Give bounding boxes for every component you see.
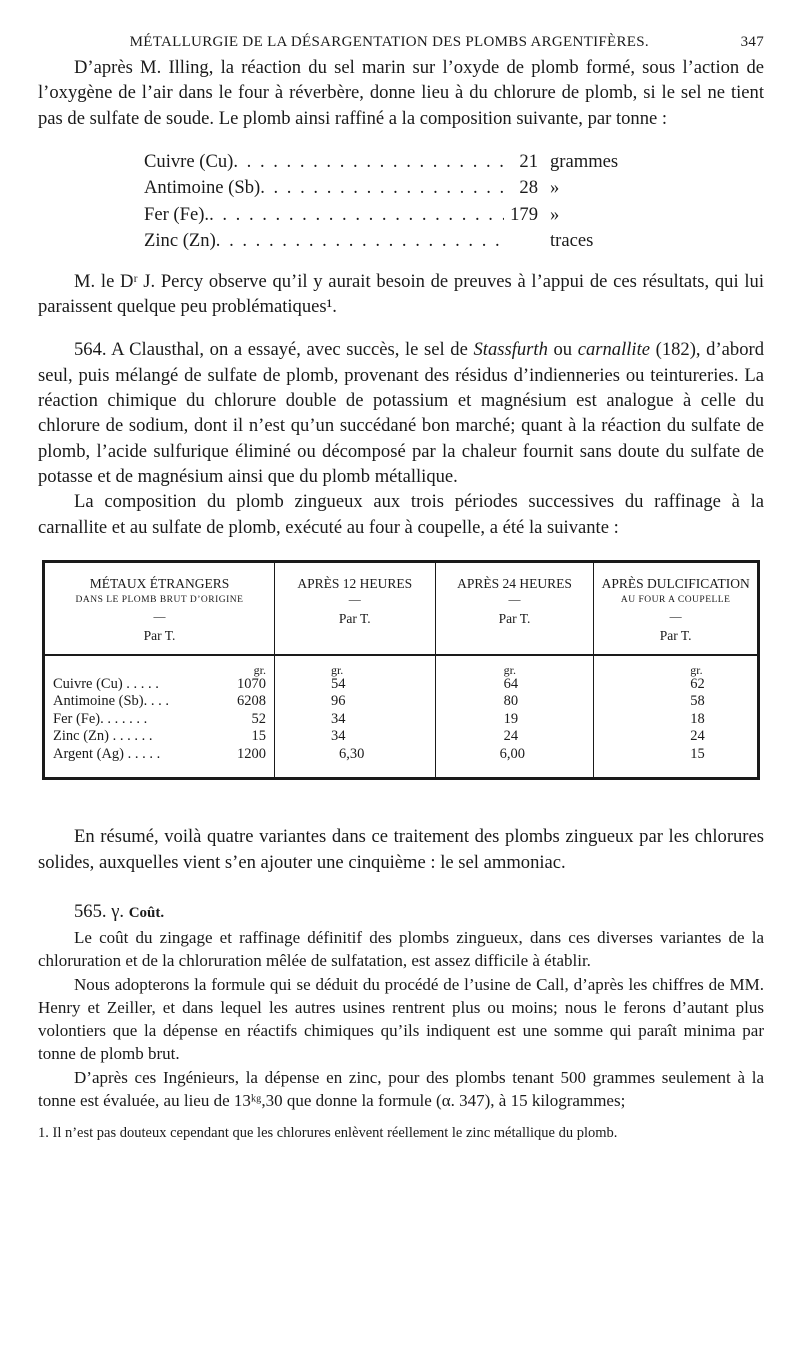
impurity-name: Fer (Fe).	[144, 203, 210, 225]
page-number: 347	[740, 34, 764, 50]
origin-value: 1070	[236, 675, 266, 692]
header-dash: —	[153, 608, 166, 623]
running-header	[38, 34, 764, 51]
metal-name: Cuivre (Cu) . . . . .	[53, 675, 159, 692]
cell-value: 96	[330, 693, 346, 710]
header-dash: —	[508, 591, 521, 606]
paragraph-summary: En résumé, voilà quatre variantes dans ce traitement des plombs zingueux par les chlorures solides, auxquelles vient s’en ajouter une cinquième : le sel ammoniac.	[38, 826, 764, 873]
impurity-qty: 179	[510, 203, 538, 225]
impurity-unit: traces	[550, 230, 594, 252]
header-main: APRÈS 24 HEURES	[457, 575, 572, 591]
column-header	[274, 561, 435, 655]
table-row	[53, 728, 266, 746]
paragraph-cost: Le coût du zingage et raffinage définitif des plombs zingueux, dans ces diverses variantes de la chloruration et de la chloruration mêlée de sulfatation, est assez difficile à établir.	[38, 927, 764, 971]
table-row	[53, 676, 266, 694]
section-number: 565. γ.	[74, 900, 125, 922]
table-row	[53, 693, 266, 711]
origin-value: 6208	[236, 693, 266, 710]
running-title: MÉTALLURGIE DE LA DÉSARGENTATION DES PLOMBS ARGENTIFÈRES.	[129, 34, 649, 50]
paragraph-illing: D’après M. Illing, la réaction du sel marin sur l’oxyde de plomb formé, sous l’action de l’oxygène de l’air dans le four à réverbère, donne lieu à du chlorure de plomb, si le sel ne tient pas de sulfate de soude. Le plomb ainsi raffiné a la composition suivante, par tonne :	[38, 57, 764, 129]
cell-value: 15	[690, 745, 705, 762]
impurity-qty: 28	[519, 177, 538, 199]
cell-value: 6,30	[338, 745, 365, 762]
paragraph-zinc: D’après ces Ingénieurs, la dépense en zinc, pour des plombs tenant 500 grammes seulement à la tonne est évaluée, au lieu de 13ᵏᵍ,30 que donne la formule (α. 347), à 15 kilogrammes;	[38, 1067, 764, 1111]
column-12h	[274, 655, 435, 779]
leader-dots	[209, 202, 504, 229]
header-sub: DANS LE PLOMB BRUT D’ORIGINE	[75, 594, 244, 605]
section-title: Coût.	[128, 904, 165, 921]
origin-value: 15	[251, 728, 266, 745]
header-main: MÉTAUX ÉTRANGERS	[89, 575, 230, 591]
cell-value: 62	[690, 675, 705, 692]
cell-value: 24	[503, 728, 519, 745]
cell-value: 58	[690, 693, 705, 710]
page	[38, 34, 764, 1142]
header-main: APRÈS 12 HEURES	[297, 575, 413, 591]
cell-value: 80	[503, 693, 519, 710]
table-row	[53, 711, 266, 729]
metal-name: Zinc (Zn) . . . . . .	[53, 728, 153, 745]
paragraph-percy: M. le Dʳ J. Percy observe qu’il y aurait besoin de preuves à l’appui de ces résultats, qui lui paraissent quelque peu problématiques¹.	[38, 270, 764, 318]
impurity-qty: 21	[519, 150, 538, 172]
cell-value: 19	[503, 710, 519, 727]
header-dash: —	[348, 591, 361, 606]
unit-label: gr.	[330, 662, 344, 677]
cell-value: 24	[690, 728, 705, 745]
impurity-qty	[504, 228, 538, 255]
column-header	[594, 561, 759, 655]
column-24h	[435, 655, 594, 779]
table-header-row	[44, 561, 759, 655]
footnote: 1. Il n’est pas douteux cependant que les chlorures enlèvent réellement le zinc métallique du plomb.	[38, 1125, 618, 1142]
header-unit: Par T.	[338, 610, 371, 626]
cell-value: 18	[690, 710, 705, 727]
leader-dots	[260, 175, 504, 202]
impurity-unit: grammes	[550, 150, 619, 172]
header-unit: Par T.	[143, 627, 176, 643]
impurity-unit: »	[550, 203, 560, 225]
cell-value: 64	[503, 675, 519, 692]
cell-value: 34	[330, 728, 346, 745]
metal-column	[44, 655, 275, 779]
paragraph-formula: Nous adopterons la formule qui se déduit du procédé de l’usine de Call, d’après les chiffres de MM. Henry et Zeiller, et dans lequel les autres usines rentrent plus ou moins; nous le ferons d’autant plus volontiers que la dépense en réactifs chimiques qu’ils indiquent est une somme qui paraît minima par tonne de plomb brut.	[38, 974, 764, 1064]
list-item	[144, 228, 668, 255]
column-dulcification	[594, 655, 759, 779]
italic-term: carnallite	[577, 339, 651, 361]
section-565-heading	[38, 899, 764, 926]
cell-value: 34	[330, 710, 346, 727]
column-header	[44, 561, 275, 655]
impurity-name: Cuivre (Cu)	[144, 150, 234, 172]
leader-dots	[233, 149, 504, 176]
section-564	[38, 337, 764, 489]
leader-dots	[216, 228, 504, 255]
table-row	[53, 746, 266, 764]
header-unit: Par T.	[498, 610, 531, 626]
header-sub: AU FOUR A COUPELLE	[620, 594, 731, 605]
impurity-unit: »	[550, 177, 560, 199]
list-item	[144, 149, 668, 176]
cell-value: 54	[330, 675, 346, 692]
origin-value: 1200	[236, 745, 266, 762]
metal-name: Fer (Fe). . . . . . .	[53, 710, 148, 727]
list-item	[144, 175, 668, 202]
section-number: 564.	[74, 339, 107, 361]
impurity-list	[144, 149, 668, 255]
paragraph-composition: La composition du plomb zingueux aux trois périodes successives du raffinage à la carnallite et au sulfate de plomb, exécuté au four à coupelle, a été la suivante :	[38, 491, 764, 538]
origin-value: 52	[251, 710, 266, 727]
metal-name: Antimoine (Sb). . . .	[53, 693, 169, 710]
column-header	[435, 561, 594, 655]
section-text: (182), d’abord seul, puis mélangé de sulfate de plomb, provenant des résidus d’indienneries ou teintureries. La réaction chimique du chlorure double de potassium et magnésium est analogue à celle du chlorure de sodium, dont il n’est qu’un succédané bon marché; quant à la réaction du sulfate de plomb, l’acide sulfurique éliminé ou décomposé par la chaleur fournit sans doute du sulfate de potasse et de magnésium ainsi que du plomb métallique.	[38, 339, 764, 487]
section-text: A Clausthal, on a essayé, avec succès, le sel de	[106, 339, 474, 361]
metal-name: Argent (Ag) . . . . .	[53, 745, 161, 762]
cell-value: 6,00	[499, 745, 526, 762]
impurity-name: Antimoine (Sb)	[144, 177, 261, 199]
unit-label: gr.	[503, 662, 516, 677]
list-item	[144, 202, 668, 229]
unit-label: gr.	[690, 662, 703, 677]
section-text: ou	[547, 339, 578, 361]
header-dash: —	[669, 608, 682, 623]
header-main: APRÈS DULCIFICATION	[601, 575, 750, 591]
header-unit: Par T.	[659, 627, 692, 643]
composition-table	[42, 560, 760, 781]
table-body	[44, 655, 759, 779]
unit-label: gr.	[253, 662, 266, 677]
impurity-name: Zinc (Zn)	[144, 230, 216, 252]
italic-term: Stassfurth	[473, 339, 548, 361]
